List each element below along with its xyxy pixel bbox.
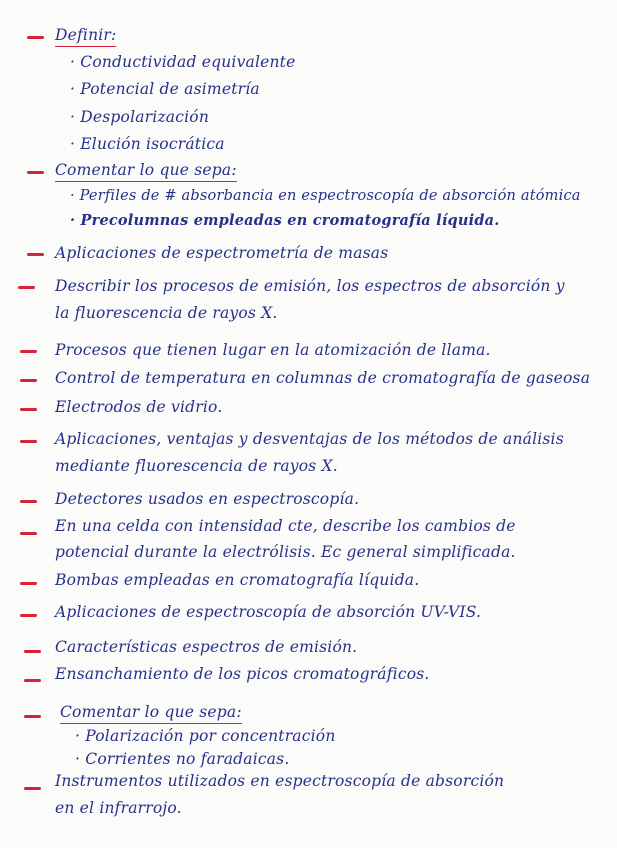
bullet-dash	[20, 408, 37, 411]
list-item: Procesos que tienen lugar en la atomización de llama.	[55, 341, 491, 359]
section-heading: Comentar lo que sepa:	[60, 702, 242, 724]
bullet-dash	[24, 715, 41, 718]
section-heading: Comentar lo que sepa:	[55, 160, 237, 182]
bullet-dash	[24, 787, 41, 790]
list-item: · Precolumnas empleadas en cromatografía líquida.	[70, 212, 500, 229]
bullet-dash	[27, 36, 44, 39]
list-item: Características espectros de emisión.	[55, 638, 358, 656]
list-item-continuation: en el infrarrojo.	[55, 799, 182, 817]
section-heading: Definir:	[55, 25, 116, 47]
list-item: · Perfiles de # absorbancia en espectroscopía de absorción atómica	[70, 188, 581, 204]
list-item: Describir los procesos de emisión, los espectros de absorción y	[55, 277, 565, 295]
list-item-continuation: la fluorescencia de rayos X.	[55, 304, 278, 322]
list-item: Bombas empleadas en cromatografía líquida.	[55, 571, 420, 589]
bullet-dash	[24, 650, 41, 653]
bullet-dash	[20, 614, 37, 617]
list-item: Aplicaciones, ventajas y desventajas de los métodos de análisis	[55, 430, 564, 448]
list-item: Electrodos de vidrio.	[55, 398, 223, 416]
bullet-dash	[20, 582, 37, 585]
list-item-continuation: potencial durante la electrólisis. Ec general simplificada.	[55, 543, 516, 561]
bullet-dash	[20, 350, 37, 353]
list-item: Ensanchamiento de los picos cromatográficos.	[55, 665, 430, 683]
list-item: · Conductividad equivalente	[70, 53, 296, 71]
list-item: · Despolarización	[70, 108, 209, 126]
list-item: · Corrientes no faradaicas.	[75, 750, 290, 768]
bullet-dash	[20, 532, 37, 535]
bullet-dash	[20, 500, 37, 503]
bullet-dash	[20, 440, 37, 443]
bullet-dash	[24, 679, 41, 682]
bullet-dash	[20, 379, 37, 382]
list-item: Aplicaciones de espectrometría de masas	[55, 244, 389, 262]
list-item-continuation: mediante fluorescencia de rayos X.	[55, 457, 338, 475]
list-item: Instrumentos utilizados en espectroscopía de absorción	[55, 772, 505, 790]
bullet-dash	[18, 286, 35, 289]
list-item: Detectores usados en espectroscopía.	[55, 490, 360, 508]
list-item: Control de temperatura en columnas de cromatografía de gaseosa	[55, 369, 591, 387]
list-item: Aplicaciones de espectroscopía de absorción UV-VIS.	[55, 603, 482, 621]
list-item: En una celda con intensidad cte, describe los cambios de	[55, 517, 516, 535]
list-item: · Potencial de asimetría	[70, 80, 260, 98]
list-item: · Polarización por concentración	[75, 727, 336, 745]
bullet-dash	[27, 253, 44, 256]
bullet-dash	[27, 171, 44, 174]
list-item: · Elución isocrática	[70, 135, 225, 153]
